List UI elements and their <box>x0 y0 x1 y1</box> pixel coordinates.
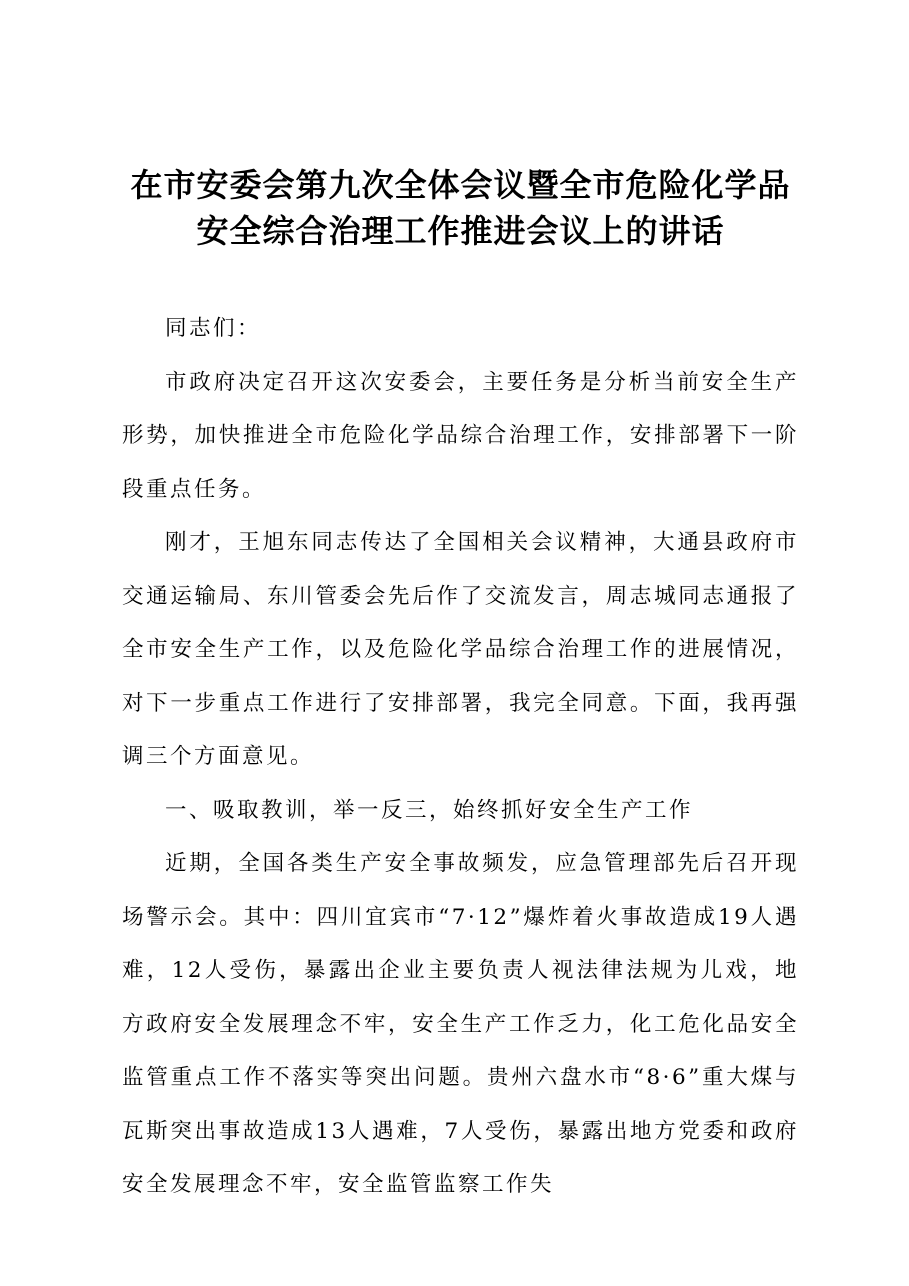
document-body <box>122 302 799 1212</box>
section-heading-1: 一、吸取教训，举一反三，始终抓好安全生产工作 <box>165 797 694 823</box>
paragraph-meeting-purpose: 市政府决定召开这次安委会，主要任务是分析当前安全生产形势，加快推进全市危险化学品综合治理工作，安排部署下一阶段重点任务。 <box>122 369 799 502</box>
title-line-2: 安全综合治理工作推进会议上的讲话 <box>196 212 725 250</box>
document-title <box>122 0 799 254</box>
paragraph-reports-summary: 刚才，王旭东同志传达了全国相关会议精神，大通县政府市交通运输局、东川管委会先后作了交流发言，周志城同志通报了全市安全生产工作，以及危险化学品综合治理工作的进展情况，对下一步重点工作进行了安排部署，我完全同意。下面，我再强调三个方面意见。 <box>122 530 799 769</box>
paragraph-recent-accidents: 近期，全国各类生产安全事故频发，应急管理部先后召开现场警示会。其中：四川宜宾市“7·12”爆炸着火事故造成19人遇难，12人受伤，暴露出企业主要负责人视法律法规为儿戏，地方政府安全发展理念不牢，安全生产工作乏力，化工危化品安全监管重点工作不落实等突出问题。贵州六盘水市“8·6”重大煤与瓦斯突出事故造成13人遇难，7人受伤，暴露出地方党委和政府安全发展理念不牢，安全监管监察工作失 <box>122 851 799 1197</box>
salutation: 同志们： <box>165 316 262 341</box>
title-line-1: 在市安委会第九次全体会议暨全市危险化学品 <box>130 166 791 204</box>
